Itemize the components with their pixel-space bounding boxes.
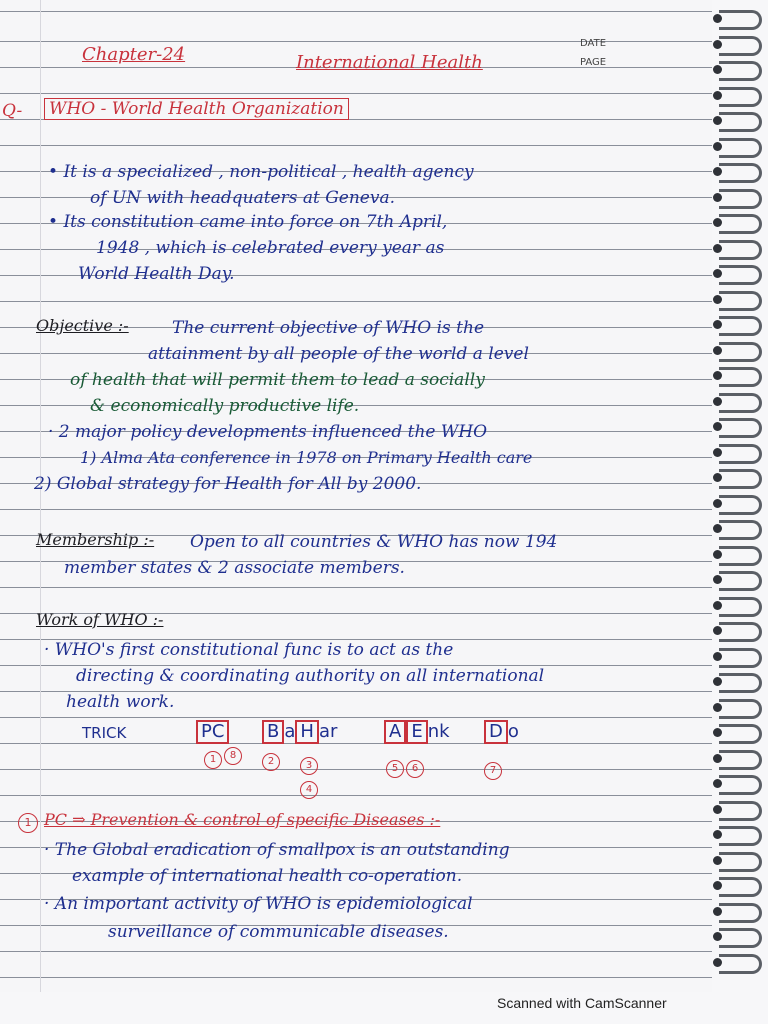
page-number-label: PAGE [580, 57, 607, 68]
binding-hole [713, 907, 722, 916]
point1-line-4: surveillance of communicable diseases. [108, 922, 449, 942]
binding-hole [713, 142, 722, 151]
binding-hole [713, 473, 722, 482]
objective-label: Objective :- [36, 316, 129, 335]
policy-line-3: 2) Global strategy for Health for All by 2000. [34, 474, 422, 494]
binding-hole [713, 371, 722, 380]
spiral-ring [719, 877, 762, 897]
spiral-ring [719, 418, 762, 438]
trick-number-4: 4 [300, 781, 318, 799]
binding-hole [713, 779, 722, 788]
spiral-ring [719, 571, 762, 591]
spiral-ring [719, 61, 762, 81]
work-label: Work of WHO :- [36, 610, 164, 629]
binding-hole [713, 856, 722, 865]
spiral-ring [719, 852, 762, 872]
spiral-ring [719, 750, 762, 770]
policy-line-2: 1) Alma Ata conference in 1978 on Primary Health care [80, 448, 533, 467]
trick-number-1: 1 [204, 751, 222, 769]
trick-word-3: A E nk [384, 720, 450, 744]
page-title: International Health [296, 52, 483, 73]
spiral-ring [719, 928, 762, 948]
work-line-3: health work. [66, 692, 175, 712]
binding-hole [713, 932, 722, 941]
spiral-ring [719, 469, 762, 489]
margin-line [40, 0, 41, 992]
who-line-3: • Its constitution came into force on 7th April, [48, 212, 448, 232]
binding-hole [713, 881, 722, 890]
spiral-ring [719, 10, 762, 30]
point1-line-3: · An important activity of WHO is epidemiological [44, 894, 473, 914]
binding-hole [713, 14, 722, 23]
spiral-ring [719, 87, 762, 107]
binding-hole [713, 703, 722, 712]
spiral-ring [719, 826, 762, 846]
spiral-ring [719, 291, 762, 311]
binding-hole [713, 626, 722, 635]
binding-hole [713, 499, 722, 508]
trick-box-e: E [406, 720, 427, 744]
binding-hole [713, 524, 722, 533]
binding-hole [713, 830, 722, 839]
objective-line-1: The current objective of WHO is the [172, 318, 485, 338]
trick-number-8: 8 [224, 747, 242, 765]
trick-number-7: 7 [484, 762, 502, 780]
binding-hole [713, 677, 722, 686]
who-line-1: • It is a specialized , non-political , health agency [48, 162, 474, 182]
spiral-ring [719, 648, 762, 668]
who-line-4: 1948 , which is celebrated every year as [96, 238, 445, 258]
point-number-circle: 1 [18, 813, 38, 833]
trick-word-2: B a H ar [262, 720, 337, 744]
binding-hole [713, 448, 722, 457]
trick-box-b: B [262, 720, 284, 744]
binding-hole [713, 40, 722, 49]
binding-hole [713, 550, 722, 559]
trick-number-6: 6 [406, 760, 424, 778]
binding-hole [713, 91, 722, 100]
trick-label: TRICK [82, 724, 127, 742]
spiral-binding [712, 0, 768, 992]
spiral-ring [719, 775, 762, 795]
trick-number-3: 3 [300, 757, 318, 775]
binding-hole [713, 218, 722, 227]
membership-line-2: member states & 2 associate members. [64, 558, 405, 578]
spiral-ring [719, 444, 762, 464]
binding-hole [713, 244, 722, 253]
spiral-ring [719, 520, 762, 540]
who-line-2: of UN with headquaters at Geneva. [90, 188, 396, 208]
spiral-ring [719, 112, 762, 132]
spiral-ring [719, 342, 762, 362]
spiral-ring [719, 546, 762, 566]
binding-hole [713, 269, 722, 278]
binding-hole [713, 346, 722, 355]
spiral-ring [719, 801, 762, 821]
binding-hole [713, 652, 722, 661]
objective-line-4: & economically productive life. [90, 396, 360, 416]
who-heading-text: WHO - World Health Organization [44, 98, 349, 120]
binding-hole [713, 805, 722, 814]
spiral-ring [719, 367, 762, 387]
binding-hole [713, 958, 722, 967]
binding-hole [713, 193, 722, 202]
binding-hole [713, 65, 722, 74]
membership-label: Membership :- [36, 530, 155, 549]
trick-word-1 [196, 720, 229, 744]
spiral-ring [719, 903, 762, 923]
binding-hole [713, 422, 722, 431]
binding-hole [713, 295, 722, 304]
spiral-ring [719, 214, 762, 234]
binding-hole [713, 116, 722, 125]
trick-box-d: D [484, 720, 508, 744]
policy-line-1: · 2 major policy developments influenced the WHO [48, 422, 488, 442]
spiral-ring [719, 265, 762, 285]
spiral-ring [719, 189, 762, 209]
spiral-ring [719, 163, 762, 183]
spiral-ring [719, 622, 762, 642]
trick-number-2: 2 [262, 753, 280, 771]
trick-box-pc: PC [196, 720, 229, 744]
date-label: DATE [580, 38, 607, 49]
spiral-ring [719, 36, 762, 56]
spiral-ring [719, 724, 762, 744]
who-heading [44, 99, 349, 119]
spiral-ring [719, 393, 762, 413]
spiral-ring [719, 316, 762, 336]
trick-box-a: A [384, 720, 406, 744]
work-line-1: · WHO's first constitutional func is to act as the [44, 640, 454, 660]
chapter-label: Chapter-24 [82, 44, 186, 65]
binding-hole [713, 754, 722, 763]
trick-number-5: 5 [386, 760, 404, 778]
spiral-ring [719, 495, 762, 515]
question-prefix: Q- [2, 101, 23, 121]
point1-line-1: · The Global eradication of smallpox is an outstanding [44, 840, 510, 860]
spiral-ring [719, 954, 762, 974]
trick-box-h: H [295, 720, 319, 744]
objective-line-2: attainment by all people of the world a level [148, 344, 529, 364]
binding-hole [713, 728, 722, 737]
binding-hole [713, 397, 722, 406]
binding-hole [713, 167, 722, 176]
objective-line-3: of health that will permit them to lead a socially [70, 370, 485, 390]
scanner-watermark: Scanned with CamScanner [497, 995, 667, 1011]
point1-heading: PC ⇒ Prevention & control of specific Diseases :- [44, 810, 441, 829]
spiral-ring [719, 673, 762, 693]
binding-hole [713, 575, 722, 584]
spiral-ring [719, 699, 762, 719]
spiral-ring [719, 597, 762, 617]
membership-line-1: Open to all countries & WHO has now 194 [190, 532, 558, 552]
who-line-5: World Health Day. [78, 264, 235, 284]
spiral-ring [719, 138, 762, 158]
binding-hole [713, 601, 722, 610]
binding-hole [713, 320, 722, 329]
spiral-ring [719, 240, 762, 260]
point1-line-2: example of international health co-operation. [72, 866, 463, 886]
trick-word-4: D o [484, 720, 519, 744]
work-line-2: directing & coordinating authority on all international [76, 666, 545, 686]
